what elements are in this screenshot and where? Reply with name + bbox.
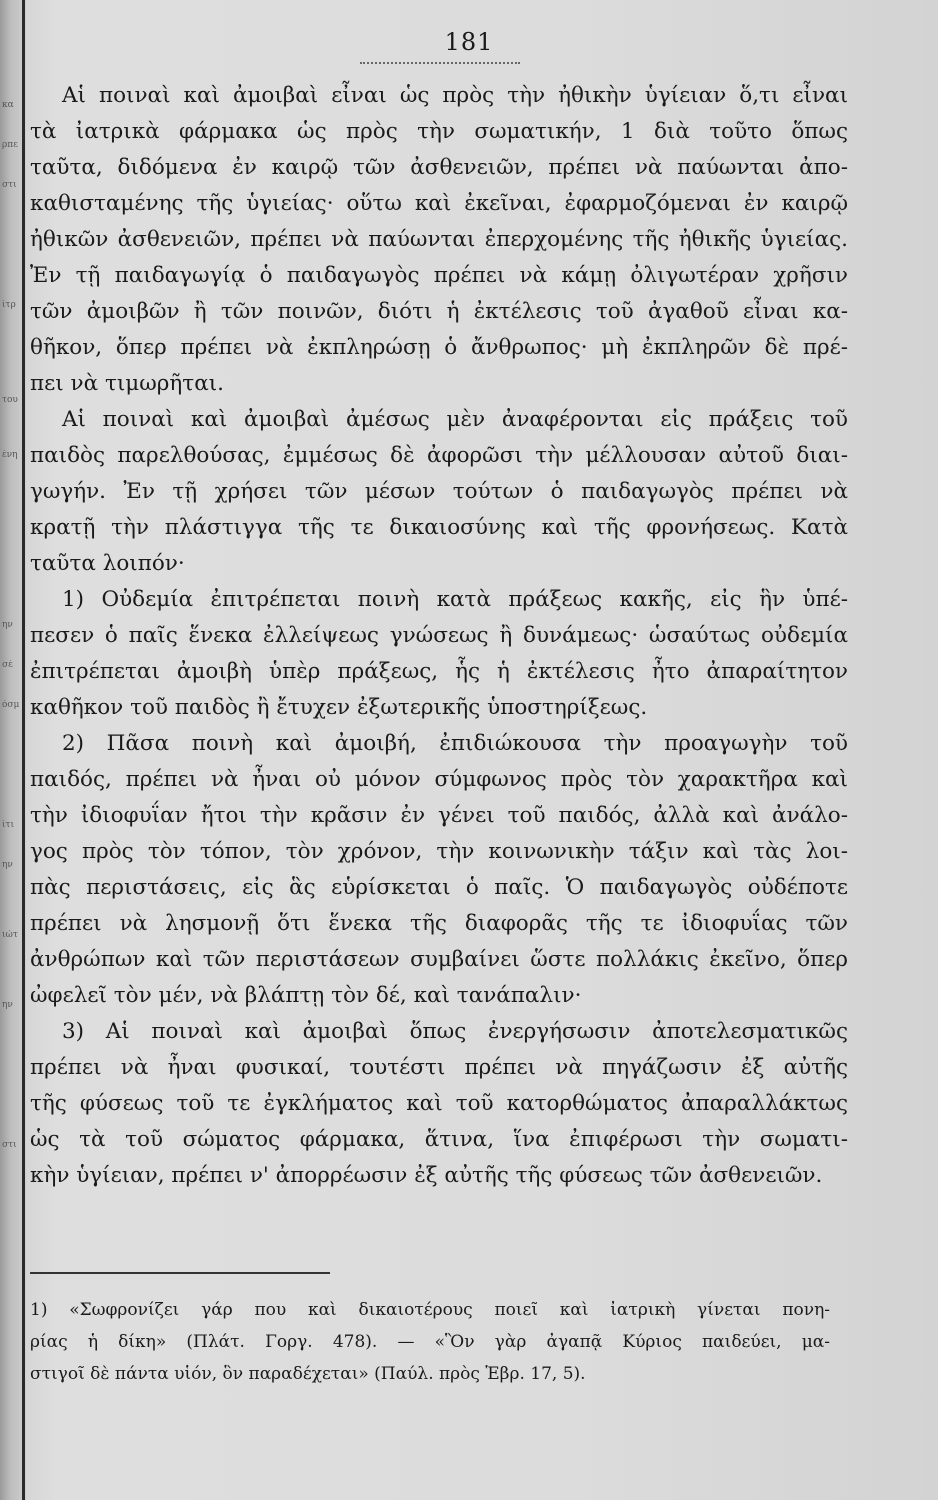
- paragraph: [30, 402, 848, 582]
- margin-fragment: ιώτ: [2, 930, 18, 940]
- text-line: ἠθικῶν ἀσθενειῶν, πρέπει νὰ παύωνται ἐπερχομένης τῆς ἠθικῆς ὑγιείας.: [30, 227, 848, 252]
- text-line: ταῦτα, διδόμενα ἐν καιρῷ τῶν ἀσθενειῶν, πρέπει νὰ παύωνται ἀπο-: [30, 155, 848, 180]
- page-number-rule: [360, 62, 520, 64]
- text-line: ἐπιτρέπεται ἀμοιβὴ ὑπὲρ πράξεως, ἧς ἡ ἐκτέλεσις ἦτο ἀπαραίτητον: [30, 659, 848, 684]
- text-line: Αἱ ποιναὶ καὶ ἀμοιβαὶ εἶναι ὡς πρὸς τὴν ἠθικὴν ὑγίειαν ὅ,τι εἶναι: [62, 83, 848, 108]
- paragraph: [30, 1014, 848, 1194]
- text-line: πεσεν ὁ παῖς ἕνεκα ἐλλείψεως γνώσεως ἢ δυνάμεως· ὡσαύτως οὐδεμία: [30, 623, 848, 648]
- text-line: ἀνθρώπων καὶ τῶν περιστάσεων συμβαίνει ὥστε πολλάκις ἐκεῖνο, ὅπερ: [30, 947, 848, 972]
- text-line: πὰς περιστάσεις, εἰς ἃς εὑρίσκεται ὁ παῖς. Ὁ παιδαγωγὸς οὐδέποτε: [30, 875, 848, 900]
- body-text: [30, 78, 848, 1194]
- text-line: πρέπει νὰ λησμονῇ ὅτι ἕνεκα τῆς διαφορᾶς τῆς τε ἰδιοφυΐας τῶν: [30, 911, 848, 936]
- text-line: πει νὰ τιμωρῆται.: [30, 371, 224, 396]
- text-line: τὴν ἰδιοφυΐαν ἤτοι τὴν κρᾶσιν ἐν γένει τοῦ παιδός, ἀλλὰ καὶ ἀνάλο-: [30, 803, 848, 828]
- margin-fragment: όσμ: [2, 700, 20, 710]
- footnote-line: 1) «Σωφρονίζει γάρ που καὶ δικαιοτέρους ποιεῖ καὶ ἰατρικὴ γίνεται πονη-: [30, 1300, 830, 1320]
- text-line: ὡς τὰ τοῦ σώματος φάρμακα, ἅτινα, ἵνα ἐπιφέρωσι τὴν σωματι-: [30, 1127, 848, 1152]
- gutter-line: [22, 0, 25, 1500]
- footnote-line: ρίας ἡ δίκη» (Πλάτ. Γοργ. 478). — «Ὃν γὰρ ἀγαπᾷ Κύριος παιδεύει, μα-: [30, 1332, 830, 1352]
- paragraph: [30, 582, 848, 726]
- text-line: 3) Αἱ ποιναὶ καὶ ἀμοιβαὶ ὅπως ἐνεργήσωσιν ἀποτελεσματικῶς: [62, 1019, 848, 1044]
- text-line: τῶν ἀμοιβῶν ἢ τῶν ποινῶν, διότι ἡ ἐκτέλεσις τοῦ ἀγαθοῦ εἶναι κα-: [30, 299, 848, 324]
- text-line: παιδός, πρέπει νὰ ἦναι οὐ μόνον σύμφωνος πρὸς τὸν χαρακτῆρα καὶ: [30, 767, 848, 792]
- text-line: τῆς φύσεως τοῦ τε ἐγκλήματος καὶ τοῦ κατορθώματος ἀπαραλλάκτως: [30, 1091, 848, 1116]
- text-line: 2) Πᾶσα ποινὴ καὶ ἀμοιβή, ἐπιδιώκουσα τὴν προαγωγὴν τοῦ: [62, 731, 848, 756]
- paragraph: [30, 726, 848, 1014]
- text-line: 1) Οὐδεμία ἐπιτρέπεται ποινὴ κατὰ πράξεως κακῆς, εἰς ἣν ὑπέ-: [62, 587, 848, 612]
- text-line: ταῦτα λοιπόν·: [30, 551, 185, 576]
- text-line: τὰ ἰατρικὰ φάρμακα ὡς πρὸς τὴν σωματικήν, 1 διὰ τοῦτο ὅπως: [30, 119, 848, 144]
- margin-fragment: ην: [2, 620, 13, 630]
- text-line: ὠφελεῖ τὸν μέν, νὰ βλάπτῃ τὸν δέ, καὶ τανάπαλιν·: [30, 983, 582, 1008]
- text-line: γος πρὸς τὸν τόπον, τὸν χρόνον, τὴν κοινωνικὴν τάξιν καὶ τὰς λοι-: [30, 839, 848, 864]
- footnote-rule: [30, 1272, 330, 1274]
- text-line: πρέπει νὰ ἦναι φυσικαί, τουτέστι πρέπει νὰ πηγάζωσιν ἐξ αὐτῆς: [30, 1055, 848, 1080]
- margin-fragment: στι: [2, 1140, 17, 1150]
- text-line: κὴν ὑγίειαν, πρέπει ν' ἀπορρέωσιν ἐξ αὐτῆς τῆς φύσεως τῶν ἀσθενειῶν.: [30, 1163, 823, 1188]
- margin-fragment: ίτρ: [2, 300, 16, 310]
- margin-fragment: ρπε: [2, 140, 18, 150]
- footnote-line: στιγοῖ δὲ πάντα υἱόν, ὃν παραδέχεται» (Παύλ. πρὸς Ἑβρ. 17, 5).: [30, 1364, 586, 1384]
- margin-fragment: ην: [2, 860, 13, 870]
- margin-fragment: σέ: [2, 660, 13, 670]
- text-line: Αἱ ποιναὶ καὶ ἀμοιβαὶ ἀμέσως μὲν ἀναφέρονται εἰς πράξεις τοῦ: [62, 407, 848, 432]
- footnotes: [30, 1294, 830, 1390]
- margin-fragment: στι: [2, 180, 17, 190]
- text-line: θῆκον, ὅπερ πρέπει νὰ ἐκπληρώσῃ ὁ ἄνθρωπος· μὴ ἐκπληρῶν δὲ πρέ-: [30, 335, 848, 360]
- margin-fragment: ην: [2, 1000, 13, 1010]
- text-line: κρατῇ τὴν πλάστιγγα τῆς τε δικαιοσύνης καὶ τῆς φρονήσεως. Κατὰ: [30, 515, 848, 540]
- page-number: 181: [444, 28, 494, 56]
- text-line: γωγήν. Ἐν τῇ χρήσει τῶν μέσων τούτων ὁ παιδαγωγὸς πρέπει νὰ: [30, 479, 848, 504]
- text-line: καθισταμένης τῆς ὑγιείας· οὕτω καὶ ἐκεῖναι, ἐφαρμοζόμεναι ἐν καιρῷ: [30, 191, 848, 216]
- text-line: παιδὸς παρελθούσας, ἐμμέσως δὲ ἀφορῶσι τὴν μέλλουσαν αὐτοῦ διαι-: [30, 443, 848, 468]
- text-line: καθῆκον τοῦ παιδὸς ἢ ἔτυχεν ἐξωτερικῆς ὑποστηρίξεως.: [30, 695, 648, 720]
- margin-fragment: του: [2, 395, 18, 405]
- text-line: Ἐν τῇ παιδαγωγίᾳ ὁ παιδαγωγὸς πρέπει νὰ κάμῃ ὀλιγωτέραν χρῆσιν: [30, 263, 848, 288]
- margin-fragment: ένη: [2, 450, 18, 460]
- paragraph: [30, 78, 848, 402]
- margin-fragment: κα: [2, 100, 14, 110]
- margin-fragment: ίτι: [2, 820, 15, 830]
